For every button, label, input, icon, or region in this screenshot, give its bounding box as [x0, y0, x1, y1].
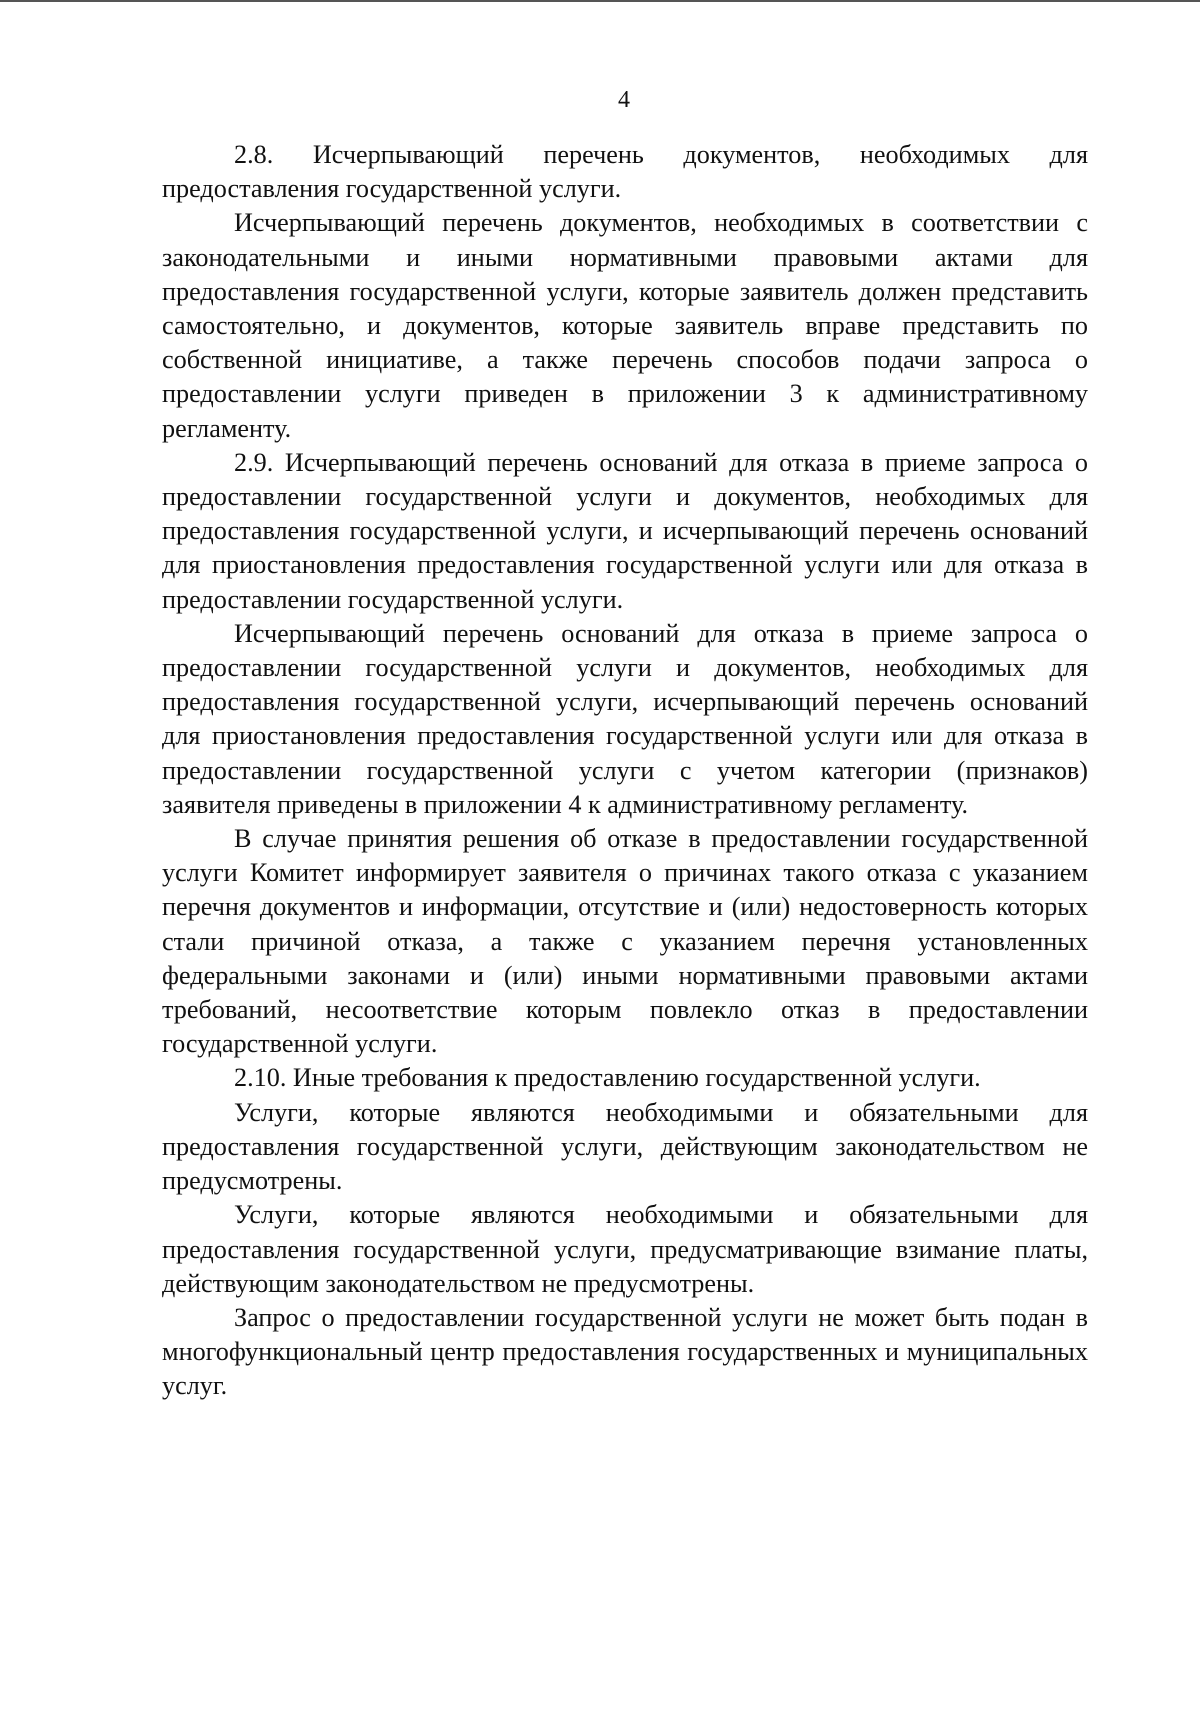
paragraph-paid-services: Услуги, которые являются необходимыми и обязательными для предоставления государственной услуги, предусматривающие взимание платы, действующим законодательством не предусмотрены.	[162, 1200, 1088, 1298]
paragraph-mfc-request: Запрос о предоставлении государственной услуги не может быть подан в многофункциональный центр предоставления государственных и муниципальных услуг.	[162, 1302, 1088, 1401]
paragraph-2-8-heading: 2.8. Исчерпывающий перечень документов, необходимых для предоставления государственной услуги.	[162, 140, 1088, 204]
paragraph-refusal-notification: В случае принятия решения об отказе в предоставлении государственной услуги Комитет информирует заявителя о причинах такого отказа с указанием перечня документов и информации, отсутствие и (или) недостоверность которых стали причиной отказа, а также с указанием перечня установленных федеральными законами и (или) иными нормативными правовыми актами требований, несоответствие которым повлекло отказ в предоставлении государственной услуги.	[162, 824, 1088, 1059]
paragraph-2-10-heading: 2.10. Иные требования к предоставлению государственной услуги.	[234, 1063, 981, 1093]
top-border-line	[0, 0, 1200, 2]
document-body	[162, 138, 1088, 1404]
paragraph-refusal-grounds: Исчерпывающий перечень оснований для отказа в приеме запроса о предоставлении государственной услуги и документов, необходимых для предоставления государственной услуги, исчерпывающий перечень оснований для приостановления предоставления государственной услуги или для отказа в предоставлении государственной услуги с учетом категории (признаков) заявителя приведены в приложении 4 к административному регламенту.	[162, 618, 1088, 819]
paragraph-required-services: Услуги, которые являются необходимыми и обязательными для предоставления государственной услуги, действующим законодательством не предусмотрены.	[162, 1097, 1088, 1196]
paragraph-documents-list: Исчерпывающий перечень документов, необходимых в соответствии с законодательными и иными нормативными правовыми актами для предоставления государственной услуги, которые заявитель должен представить самостоятельно, и документов, которые заявитель вправе представить по собственной инициативе, а также перечень способов подачи запроса о предоставлении услуги приведен в приложении 3 к административному регламенту.	[162, 208, 1088, 443]
paragraph-2-9-heading: 2.9. Исчерпывающий перечень оснований для отказа в приеме запроса о предоставлении государственной услуги и документов, необходимых для предоставления государственной услуги, и исчерпывающий перечень оснований для приостановления предоставления государственной услуги или для отказа в предоставлении государственной услуги.	[162, 447, 1088, 614]
page-number: 4	[618, 87, 630, 113]
